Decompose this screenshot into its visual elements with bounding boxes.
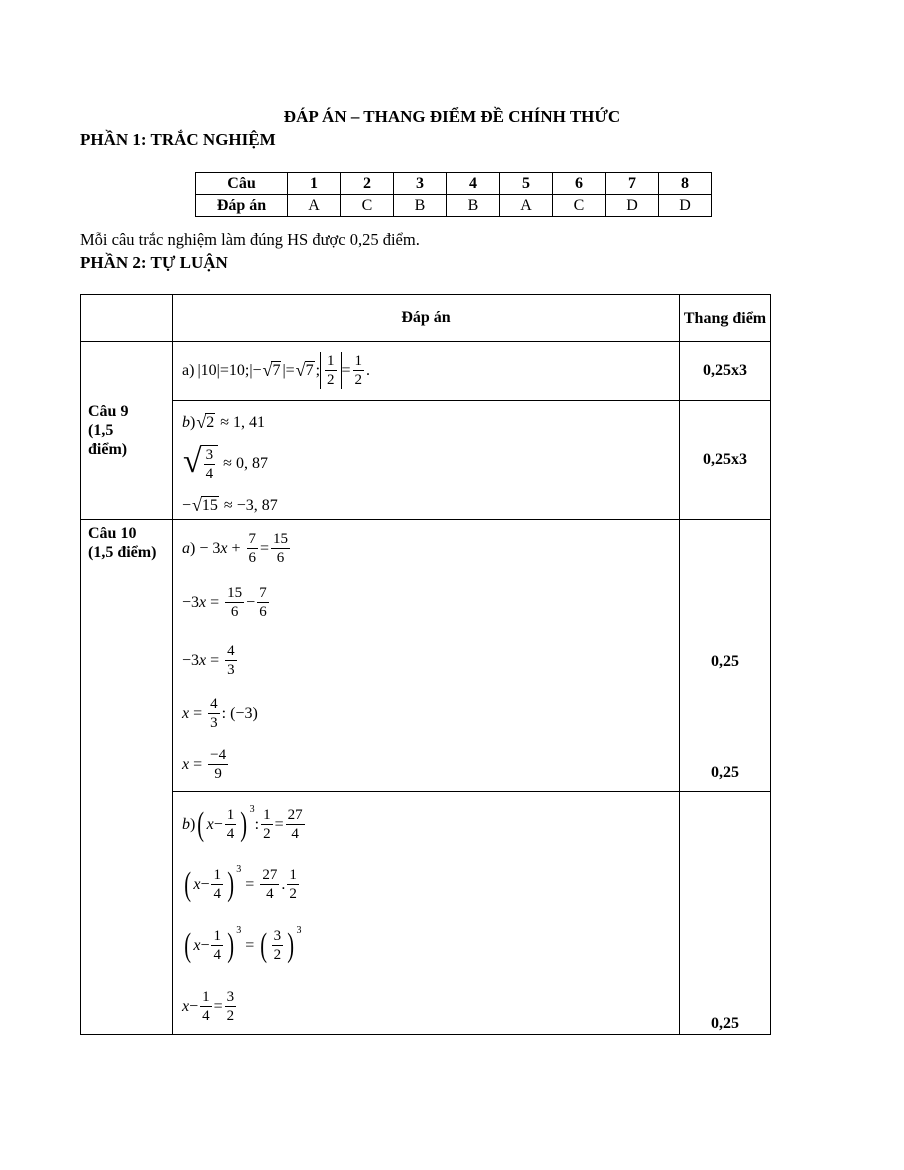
math-q9a: a) |10|=10;|− √ 7 |= √ 7 ; $\frac{1}{2}$ = $\frac{1}{2}$ . bbox=[182, 353, 371, 388]
section-heading-part1: PHẦN 1: TRẮC NGHIỆM bbox=[80, 130, 276, 149]
math-q10b-line2: ( x − $\frac{1}{4}$ ) 3 = $\frac{27}{4}$ . $\frac{1}{2}$ bbox=[184, 864, 297, 903]
table-cell: D bbox=[606, 195, 659, 217]
score-cell bbox=[680, 342, 771, 401]
question-10-label: Câu 10 (1,5 điểm) bbox=[88, 525, 157, 561]
question-label-cell bbox=[81, 342, 173, 520]
table-header-cell bbox=[173, 295, 680, 342]
table-row bbox=[81, 401, 771, 520]
math-q10a-line4: x = $\frac{4}{3}$ : (−3) bbox=[182, 696, 258, 731]
score-q10a-1: 0,25 bbox=[711, 653, 739, 670]
table-header-cell bbox=[680, 295, 771, 342]
score-q10a-2: 0,25 bbox=[711, 764, 739, 781]
table-row bbox=[81, 342, 771, 401]
table-cell: 6 bbox=[553, 173, 606, 195]
math-q9b-line2: √ $\frac{3}{4}$ ≈ 0, 87 bbox=[183, 443, 268, 482]
math-q10a-line1: a ) − 3 x + $\frac{7}{6}$ = $\frac{15}{6}$ bbox=[182, 531, 289, 566]
score-q9a: 0,25x3 bbox=[703, 362, 747, 379]
essay-answer-table bbox=[80, 294, 771, 1035]
table-cell: A bbox=[288, 195, 341, 217]
score-cell bbox=[680, 520, 771, 792]
table-header-cell: Đáp án bbox=[196, 195, 288, 217]
table-cell: C bbox=[341, 195, 394, 217]
multiple-choice-answer-table bbox=[195, 172, 712, 217]
score-q9b: 0,25x3 bbox=[703, 451, 747, 468]
question-9-label: Câu 9 (1,5 điểm) bbox=[88, 403, 129, 458]
table-row bbox=[81, 520, 771, 792]
math-q10a-line2: −3 x = $\frac{15}{6}$ − $\frac{7}{6}$ bbox=[182, 585, 267, 620]
table-cell: 5 bbox=[500, 173, 553, 195]
table-row bbox=[81, 792, 771, 1035]
table-cell: 2 bbox=[341, 173, 394, 195]
answer-cell bbox=[173, 401, 680, 520]
math-q10a-line5: x = $\frac{-4}{9}$ bbox=[182, 747, 227, 782]
table-cell: 4 bbox=[447, 173, 500, 195]
table-cell: C bbox=[553, 195, 606, 217]
header-score: Thang điểm bbox=[683, 310, 767, 327]
math-q10b-line1: b ) ( x − $\frac{1}{4}$ ) 3 : $\frac{1}{2}$ = $\frac{27}{4}$ bbox=[182, 804, 303, 843]
score-q10b: 0,25 bbox=[711, 1015, 739, 1032]
table-cell: B bbox=[394, 195, 447, 217]
table-cell: 7 bbox=[606, 173, 659, 195]
header-answer: Đáp án bbox=[401, 309, 451, 326]
question-label-cell bbox=[81, 520, 173, 1035]
math-q10a-line3: −3 x = $\frac{4}{3}$ bbox=[182, 643, 235, 678]
math-q10b-line4: x − $\frac{1}{4}$ = $\frac{3}{2}$ bbox=[182, 989, 235, 1024]
table-cell: B bbox=[447, 195, 500, 217]
table-cell: 3 bbox=[394, 173, 447, 195]
table-row bbox=[81, 295, 771, 342]
table-cell: D bbox=[659, 195, 712, 217]
score-cell bbox=[680, 401, 771, 520]
scoring-note: Mỗi câu trắc nghiệm làm đúng HS được 0,25 điểm. bbox=[80, 230, 420, 249]
table-cell: A bbox=[500, 195, 553, 217]
score-cell bbox=[680, 792, 771, 1035]
math-q9b-line3: − √ 15 ≈ −3, 87 bbox=[182, 495, 278, 515]
answer-cell bbox=[173, 792, 680, 1035]
answer-cell bbox=[173, 520, 680, 792]
math-q9b-line1: b ) √ 2 ≈ 1, 41 bbox=[182, 412, 265, 432]
section-heading-part2: PHẦN 2: TỰ LUẬN bbox=[80, 253, 228, 272]
table-header-cell bbox=[81, 295, 173, 342]
answer-cell bbox=[173, 342, 680, 401]
table-cell: 8 bbox=[659, 173, 712, 195]
table-row bbox=[196, 173, 712, 195]
table-header-cell: Câu bbox=[196, 173, 288, 195]
math-q10b-line3: ( x − $\frac{1}{4}$ ) 3 = ( $\frac{3}{2}$ ) 3 bbox=[184, 925, 302, 964]
page-title: ĐÁP ÁN – THANG ĐIỂM ĐỀ CHÍNH THỨC bbox=[283, 107, 621, 126]
table-cell: 1 bbox=[288, 173, 341, 195]
table-row bbox=[196, 195, 712, 217]
